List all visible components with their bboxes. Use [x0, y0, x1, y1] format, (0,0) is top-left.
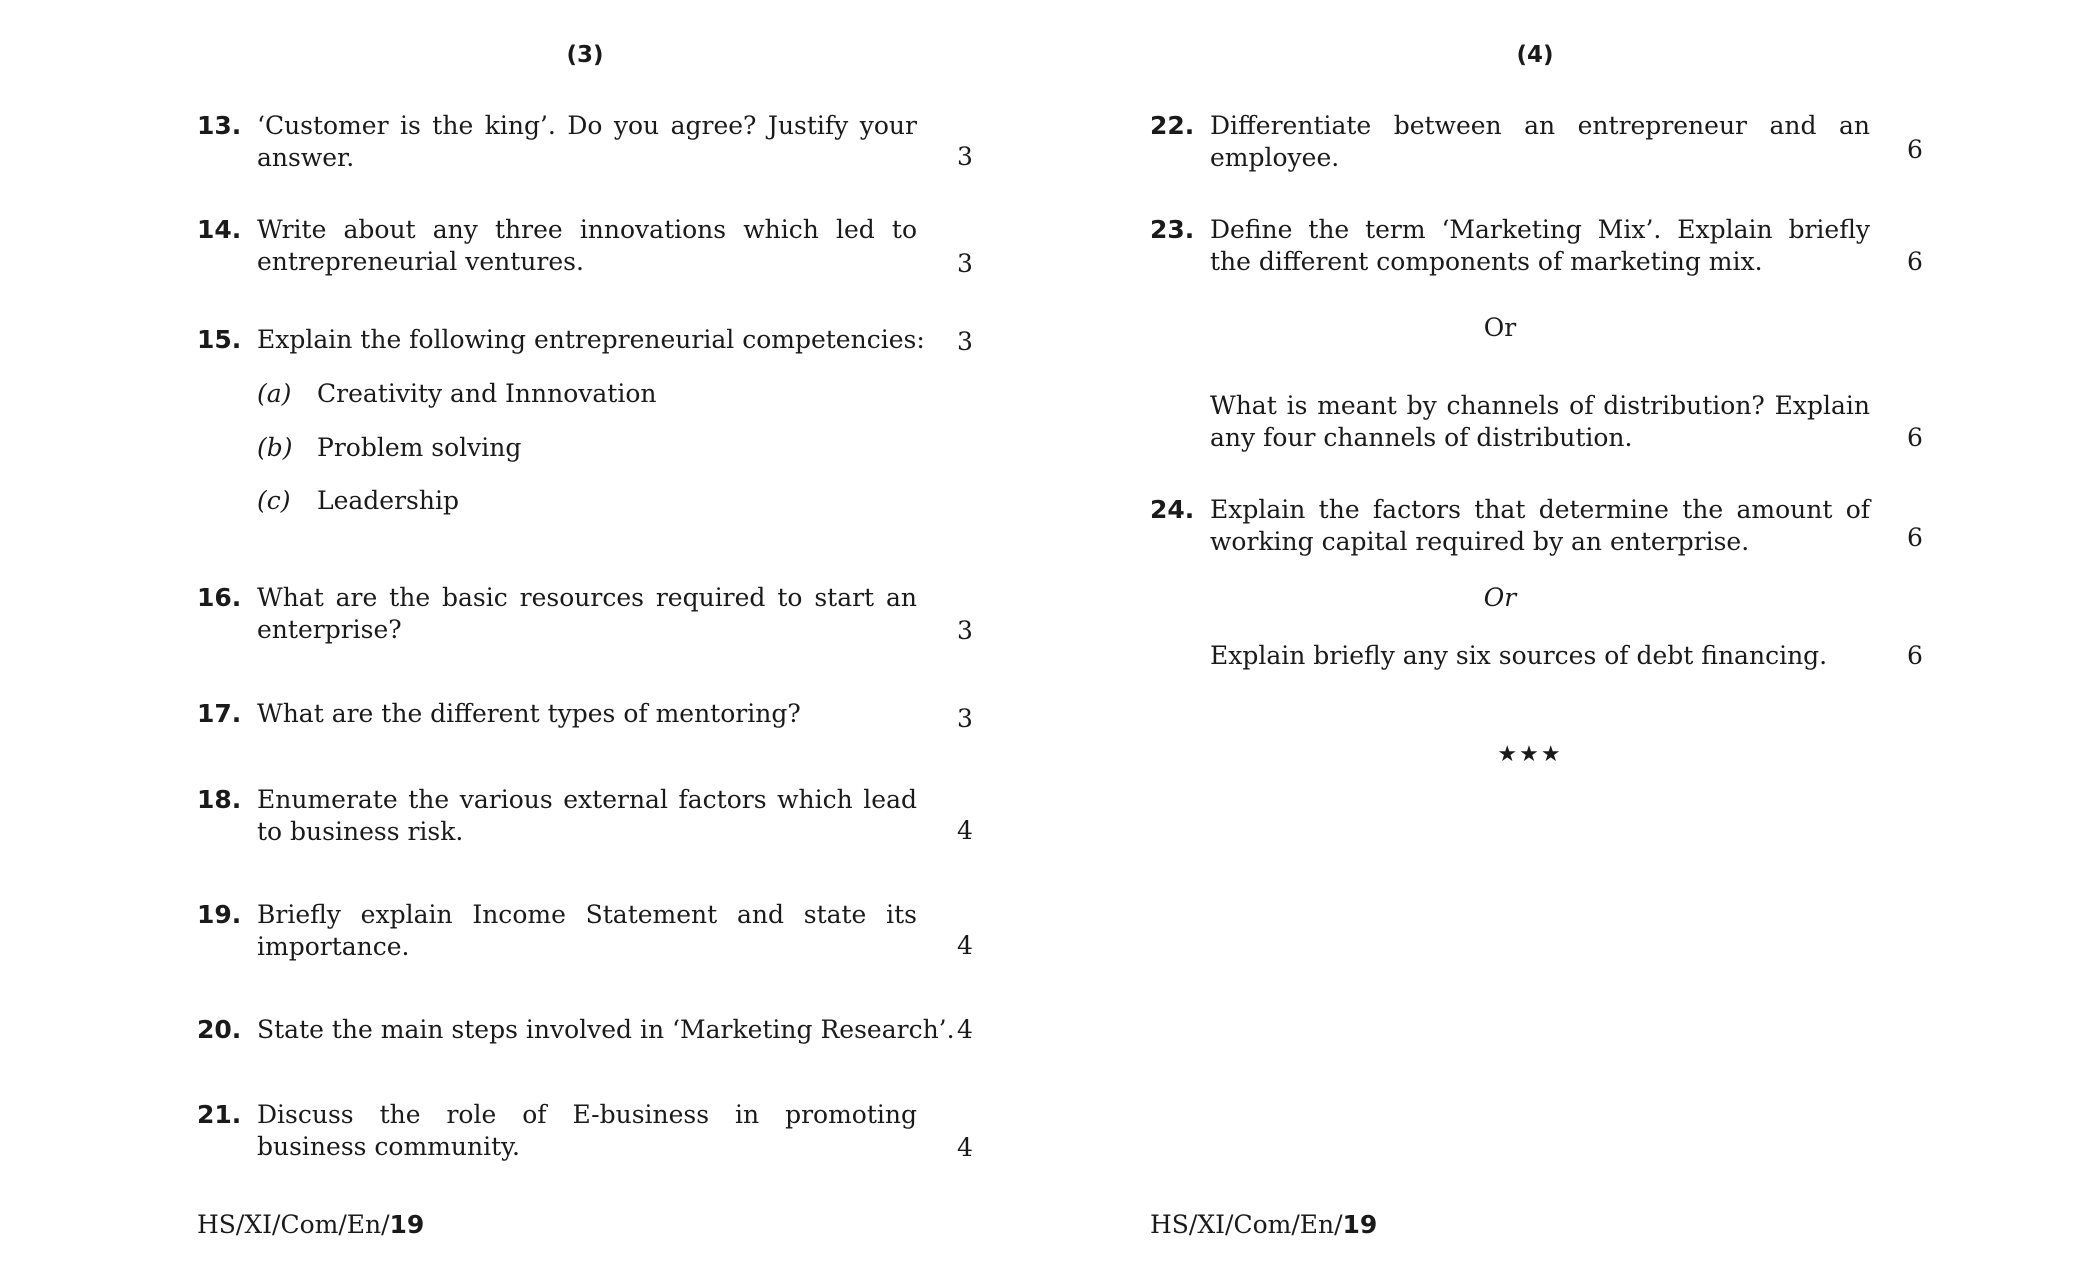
end-marker: ★★★	[1497, 742, 1563, 767]
question-number: 19.	[197, 900, 242, 929]
footer-code-right	[1150, 1210, 1377, 1239]
question-marks: 6	[1907, 523, 1923, 552]
question-marks: 6	[1907, 423, 1923, 452]
question-text: Explain the following entrepreneurial competencies:	[257, 325, 925, 354]
question-number: 17.	[197, 699, 242, 728]
subpart-text: Problem solving	[317, 433, 522, 462]
question-marks: 3	[957, 327, 973, 356]
question-20	[197, 1014, 955, 1054]
question-17	[197, 698, 917, 738]
question-number: 13.	[197, 111, 242, 140]
question-text: Write about any three innovations which led to entrepreneurial ventures.	[257, 215, 917, 276]
question-number: 24.	[1150, 495, 1195, 524]
question-marks: 4	[957, 1015, 973, 1044]
or-separator: Or	[1483, 313, 1517, 342]
footer-year: 19	[1342, 1210, 1378, 1239]
question-text: ‘Customer is the king’. Do you agree? Justify your answer.	[257, 111, 917, 172]
question-23-alternative	[1150, 390, 1870, 460]
question-marks: 6	[1907, 641, 1923, 670]
question-marks: 3	[957, 249, 973, 278]
question-number: 21.	[197, 1100, 242, 1129]
footer-code-left	[197, 1210, 424, 1239]
question-text: What is meant by channels of distribution? Explain any four channels of distribution.	[1210, 391, 1870, 452]
question-marks: 4	[957, 931, 973, 960]
question-marks: 4	[957, 1133, 973, 1162]
question-number: 22.	[1150, 111, 1195, 140]
subpart-text: Creativity and Innnovation	[317, 379, 657, 408]
footer-year: 19	[389, 1210, 425, 1239]
question-marks: 3	[957, 616, 973, 645]
subpart-label: (a)	[257, 379, 292, 408]
question-21	[197, 1099, 917, 1169]
question-18	[197, 784, 917, 854]
question-marks: 4	[957, 816, 973, 845]
question-text: Explain briefly any six sources of debt financing.	[1210, 641, 1828, 670]
question-text: Define the term ‘Marketing Mix’. Explain briefly the different components of marketing mix.	[1210, 215, 1870, 276]
question-16	[197, 582, 917, 652]
question-number: 23.	[1150, 215, 1195, 244]
footer-code: HS/XI/Com/En/	[1150, 1210, 1343, 1239]
question-text: State the main steps involved in ‘Marketing Research’.	[257, 1015, 955, 1044]
question-23	[1150, 214, 1870, 284]
or-separator: Or	[1483, 583, 1517, 612]
question-number: 18.	[197, 785, 242, 814]
subpart-label: (b)	[257, 433, 293, 462]
question-text: Briefly explain Income Statement and state its importance.	[257, 900, 917, 961]
question-15	[197, 324, 925, 364]
question-text: Differentiate between an entrepreneur and an employee.	[1210, 111, 1870, 172]
subpart-text: Leadership	[317, 486, 459, 515]
question-marks: 3	[957, 704, 973, 733]
question-number: 16.	[197, 583, 242, 612]
question-marks: 6	[1907, 247, 1923, 276]
question-13	[197, 110, 917, 180]
question-22	[1150, 110, 1870, 180]
question-text: What are the basic resources required to start an enterprise?	[257, 583, 917, 644]
question-text: Discuss the role of E-business in promoting business community.	[257, 1100, 917, 1161]
question-number: 15.	[197, 325, 242, 354]
question-text: What are the different types of mentoring?	[257, 699, 801, 728]
question-14	[197, 214, 917, 284]
question-marks: 3	[957, 142, 973, 171]
subpart-label: (c)	[257, 486, 291, 515]
page-number-left: (3)	[566, 42, 604, 68]
question-number: 20.	[197, 1015, 242, 1044]
page-number-right: (4)	[1516, 42, 1554, 68]
question-number: 14.	[197, 215, 242, 244]
question-19	[197, 899, 917, 969]
question-24-alternative	[1150, 640, 1870, 680]
question-marks: 6	[1907, 135, 1923, 164]
question-24	[1150, 494, 1870, 564]
question-text: Explain the factors that determine the amount of working capital required by an enterprise.	[1210, 495, 1870, 556]
footer-code: HS/XI/Com/En/	[197, 1210, 390, 1239]
question-text: Enumerate the various external factors which lead to business risk.	[257, 785, 917, 846]
